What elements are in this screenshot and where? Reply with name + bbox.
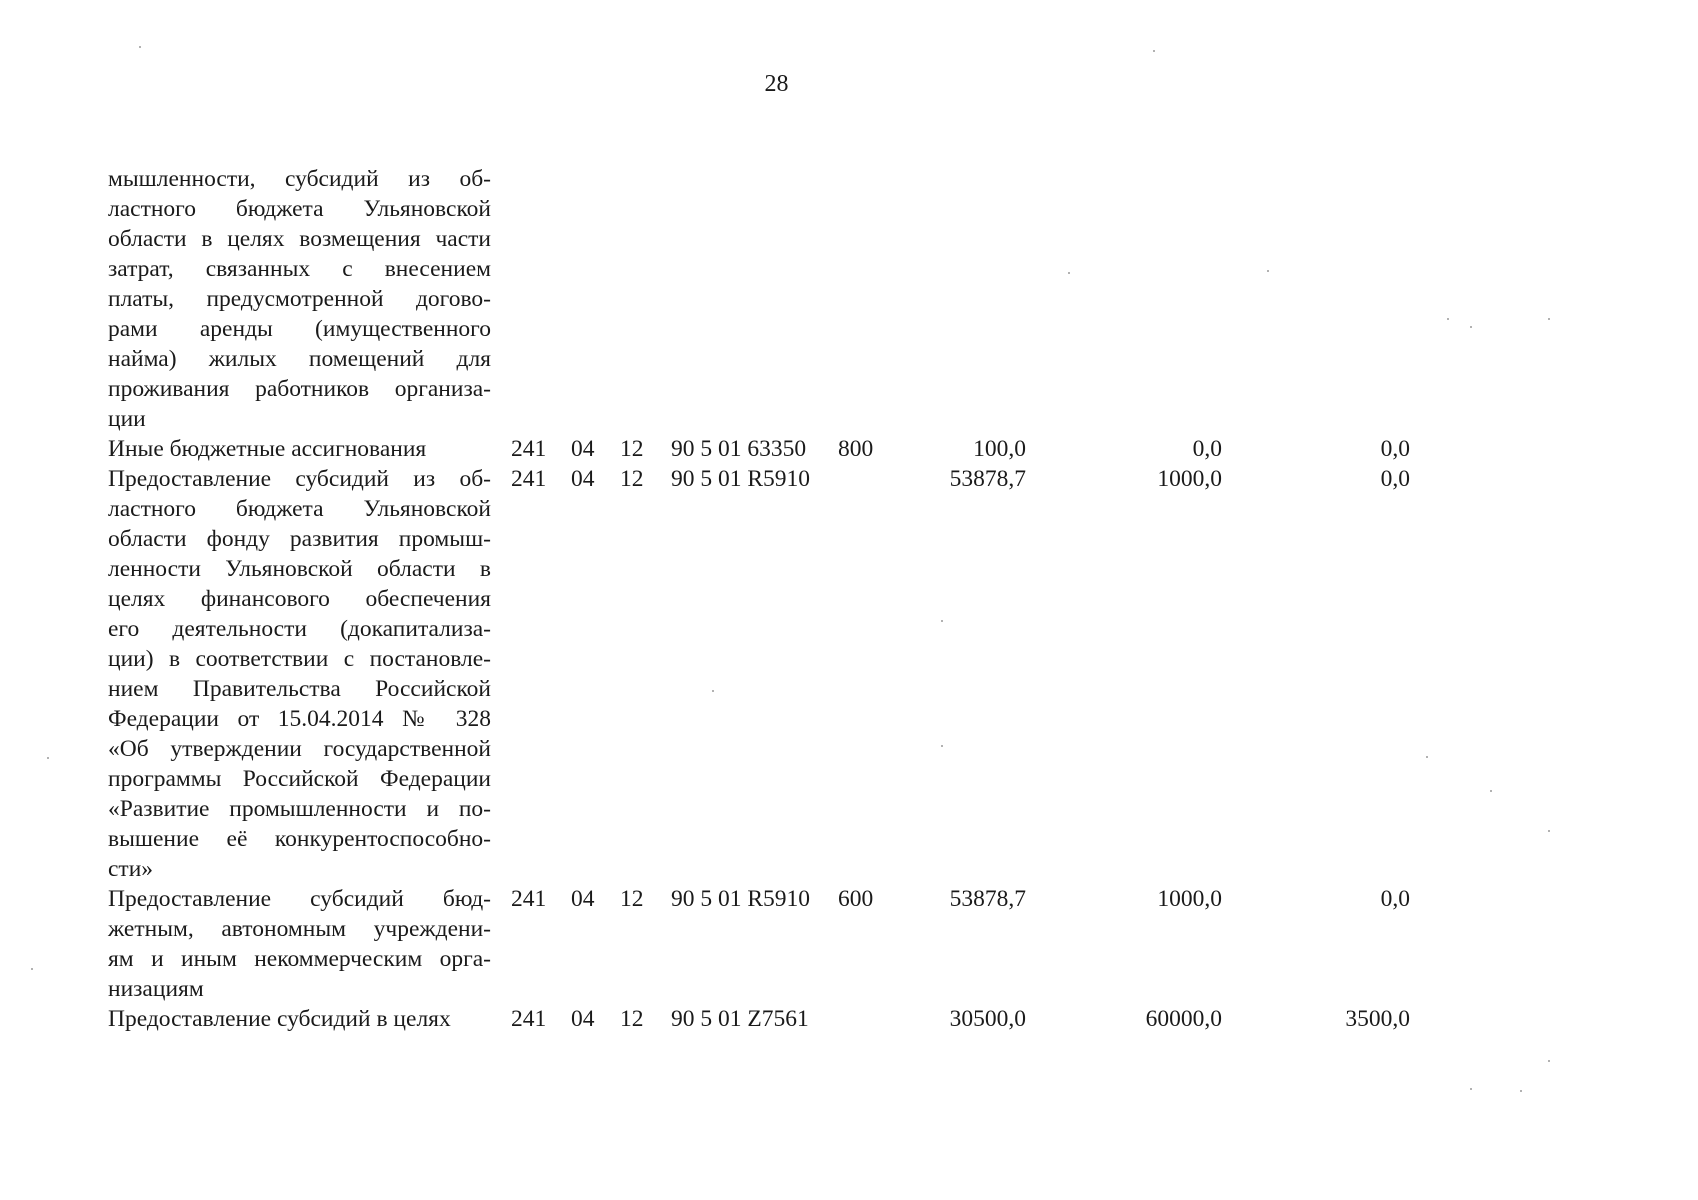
target-article-code: 90 5 01 R5910 [671,466,811,492]
row-description [108,164,491,434]
section-code: 04 [571,436,595,462]
description-line: Иные бюджетные ассигнования [108,436,427,462]
description-line: «Об утверждении государственной [108,736,491,762]
target-article-code: 90 5 01 R5910 [671,886,811,912]
description-line: ленности Ульяновской области в [108,556,491,582]
amount-year-3: 0,0 [1380,886,1410,912]
expense-type-code: 600 [838,886,874,912]
amount-year-2: 1000,0 [1157,886,1222,912]
amount-year-3: 0,0 [1380,436,1410,462]
scan-speck [31,968,33,970]
description-line: области в целях возмещения части [108,226,491,252]
description-line: программы Российской Федерации [108,766,491,792]
description-line: низациям [108,976,204,1002]
scan-speck [1548,318,1550,320]
table-row [0,434,1566,464]
amount-year-3: 0,0 [1380,466,1410,492]
section-code: 04 [571,1006,595,1032]
description-line: проживания работников организа- [108,376,491,402]
subsection-code: 12 [620,466,644,492]
description-line: его деятельности (докапитализа- [108,616,491,642]
amount-year-2: 0,0 [1192,436,1222,462]
section-code: 04 [571,466,595,492]
table-row [0,1004,1566,1034]
scan-speck [1267,270,1269,272]
description-line: мышленности, субсидий из об- [108,166,491,192]
admin-code: 241 [511,1006,547,1032]
description-line: жетным, автономным учреждени- [108,916,491,942]
row-description [108,464,491,884]
section-code: 04 [571,886,595,912]
description-line: целях финансового обеспечения [108,586,491,612]
target-article-code: 90 5 01 Z7561 [671,1006,809,1032]
scan-speck [47,757,49,759]
description-line: найма) жилых помещений для [108,346,491,372]
description-line: ции) в соответствии с постановле- [108,646,491,672]
expense-type-code: 800 [838,436,874,462]
table-row [0,884,1566,1004]
description-line: платы, предусмотренной догово- [108,286,491,312]
description-line: сти» [108,856,154,882]
row-description [108,434,491,464]
admin-code: 241 [511,436,547,462]
amount-year-1: 53878,7 [949,466,1026,492]
description-line: Предоставление субсидий в целях [108,1006,451,1032]
amount-year-2: 1000,0 [1157,466,1222,492]
description-line: Федерации от 15.04.2014 № 328 [108,706,491,732]
subsection-code: 12 [620,436,644,462]
scan-speck [1520,1090,1522,1092]
page-number: 28 [764,71,789,97]
scan-speck [1153,50,1155,52]
scan-speck [712,690,714,692]
description-line: ям и иным некоммерческим орга- [108,946,491,972]
scan-speck [941,745,943,747]
description-line: ластного бюджета Ульяновской [108,496,491,522]
admin-code: 241 [511,886,547,912]
amount-year-1: 53878,7 [949,886,1026,912]
scan-speck [139,46,141,48]
description-line: «Развитие промышленности и по- [108,796,491,822]
amount-year-2: 60000,0 [1145,1006,1222,1032]
description-line: затрат, связанных с внесением [108,256,491,282]
description-line: области фонду развития промыш- [108,526,491,552]
scan-speck [941,620,943,622]
table-row [0,464,1566,884]
description-line: вышение её конкурентоспособно- [108,826,491,852]
target-article-code: 90 5 01 63350 [671,436,807,462]
scan-speck [1490,790,1492,792]
description-line: Предоставление субсидий из об- [108,466,491,492]
scan-speck [1068,272,1070,274]
row-description [108,884,491,1004]
amount-year-3: 3500,0 [1345,1006,1410,1032]
scan-speck [1426,756,1428,758]
description-line: Предоставление субсидий бюд- [108,886,491,912]
scan-speck [1470,326,1472,328]
amount-year-1: 100,0 [973,436,1026,462]
amount-year-1: 30500,0 [949,1006,1026,1032]
subsection-code: 12 [620,886,644,912]
scan-speck [1548,830,1550,832]
scan-speck [1548,1060,1550,1062]
row-description [108,1004,491,1034]
description-line: ластного бюджета Ульяновской [108,196,491,222]
description-line: нием Правительства Российской [108,676,491,702]
description-line: ции [108,406,146,432]
admin-code: 241 [511,466,547,492]
description-line: рами аренды (имущественного [108,316,491,342]
scan-speck [1470,1088,1472,1090]
subsection-code: 12 [620,1006,644,1032]
table-row [0,164,1566,434]
scan-speck [1447,318,1449,320]
